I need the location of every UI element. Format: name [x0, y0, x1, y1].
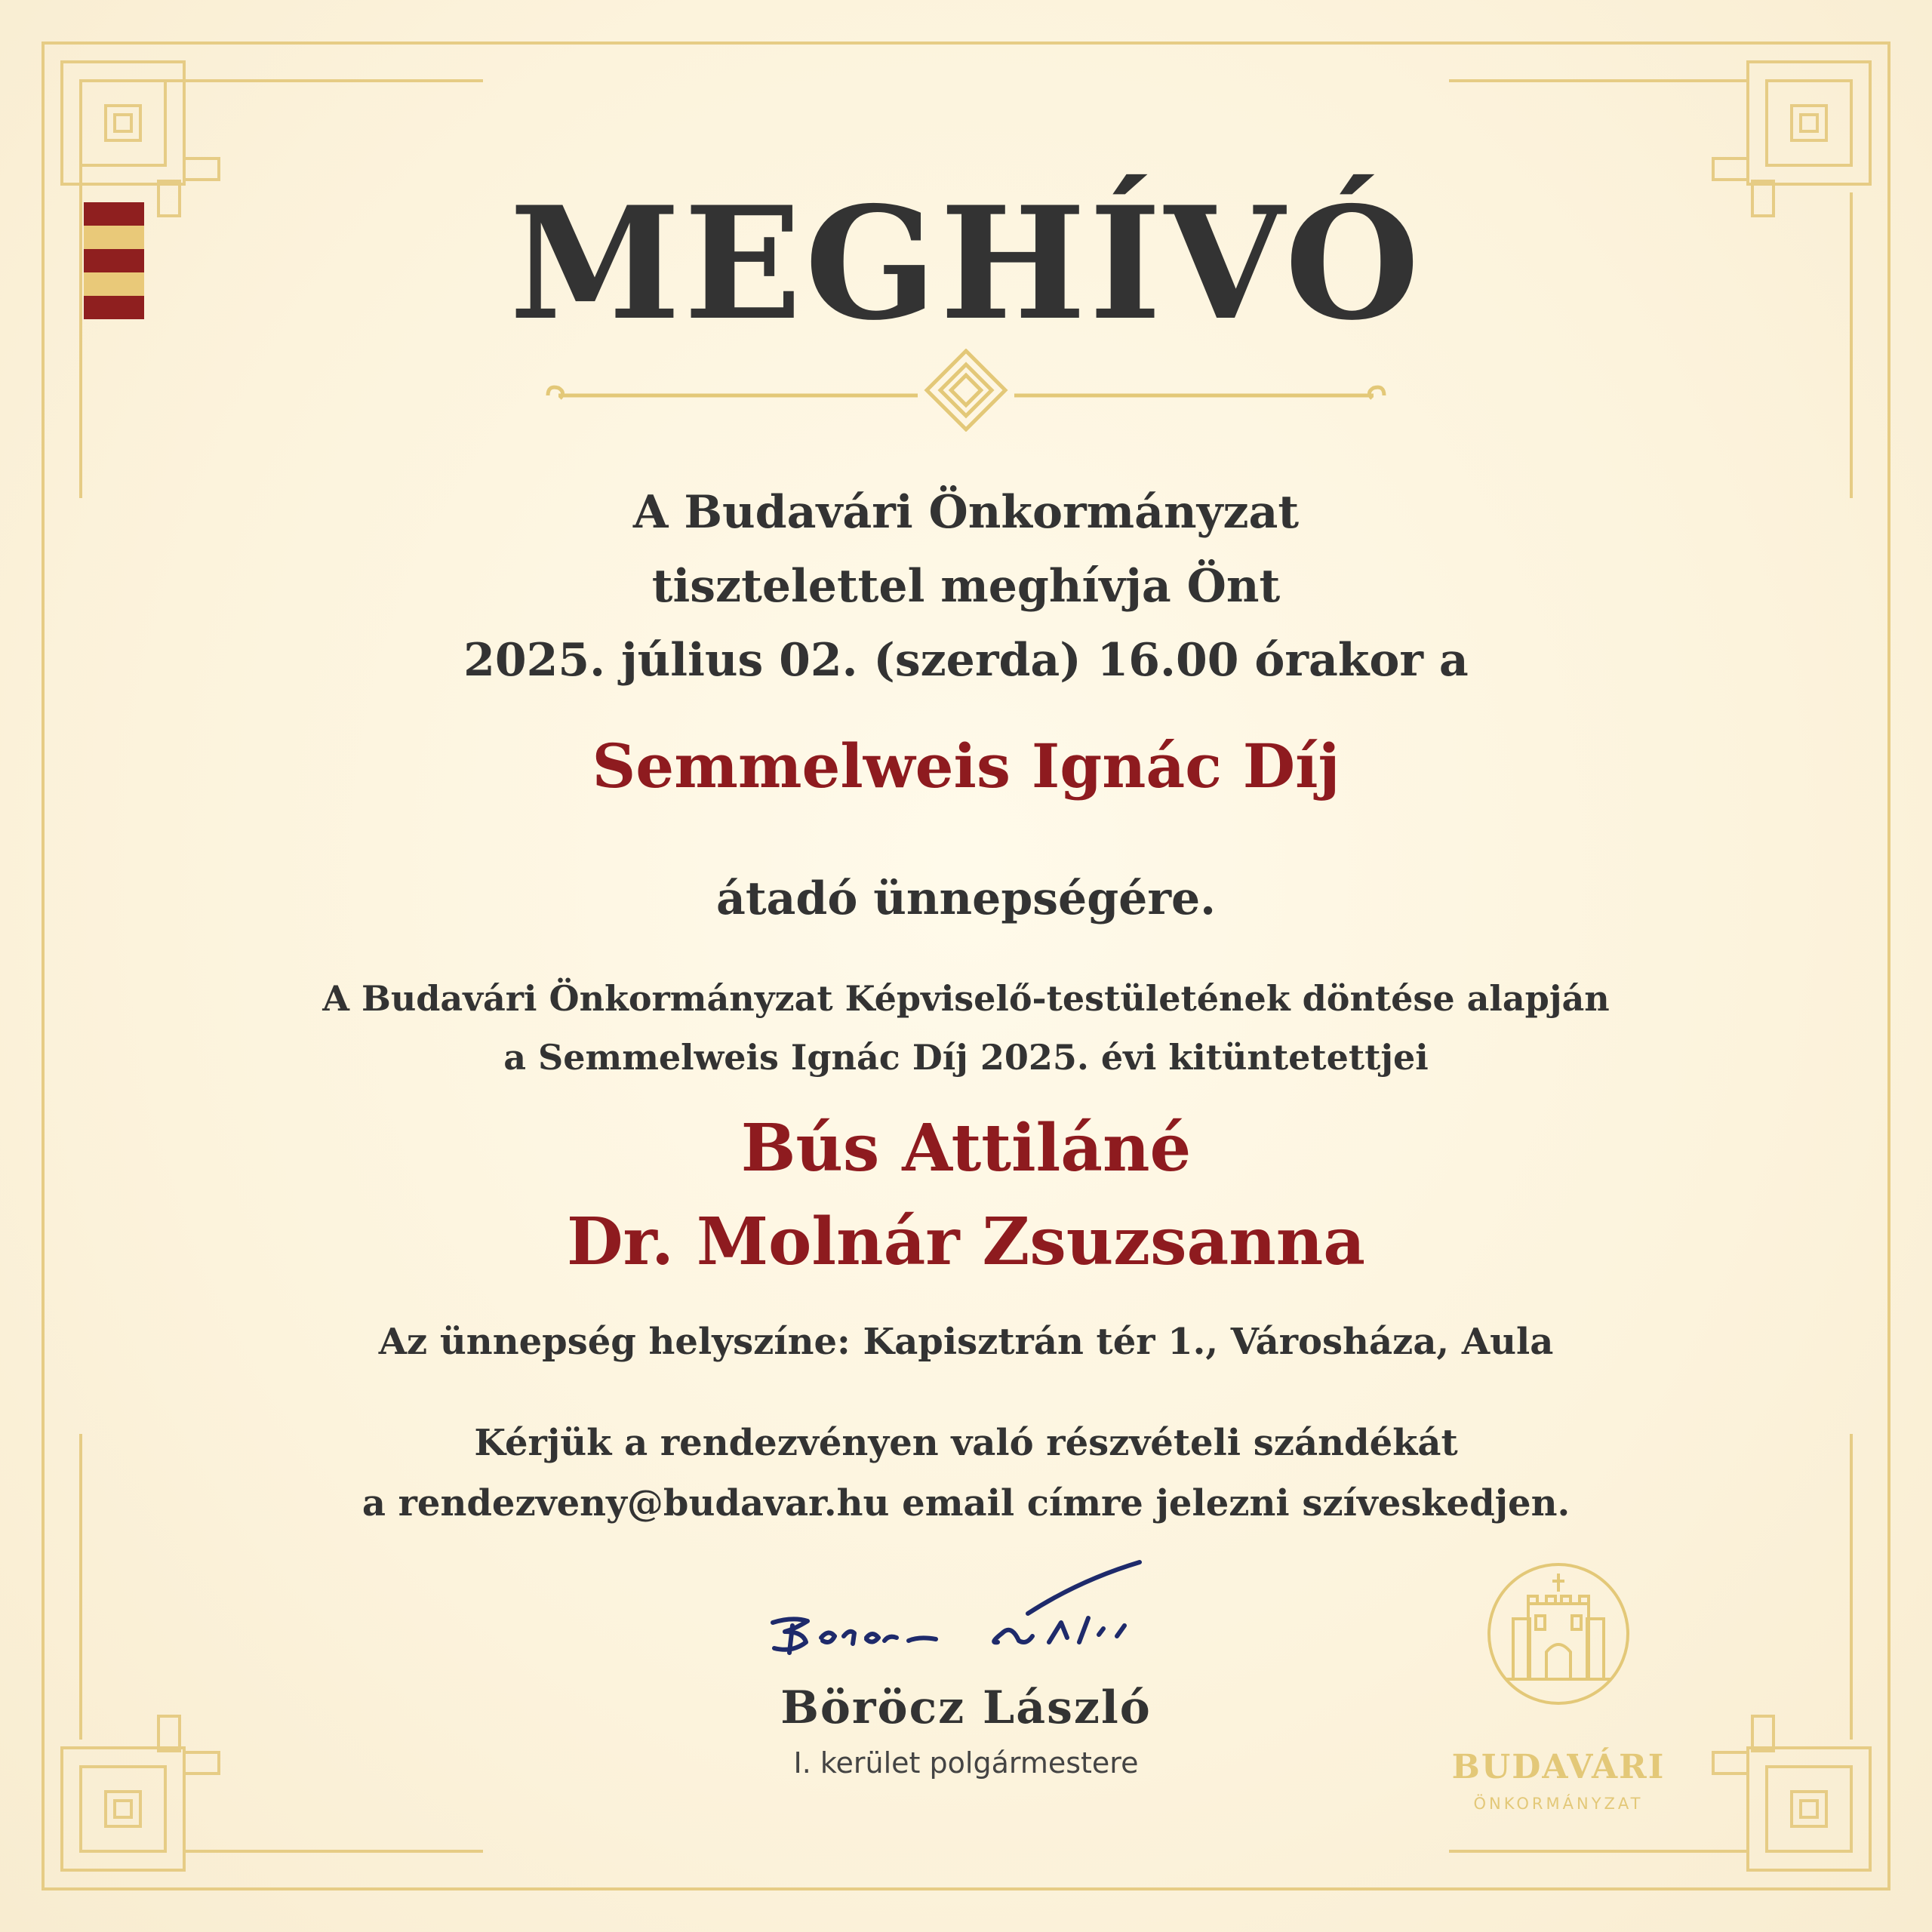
- ceremony-text: átadó ünnepségére.: [715, 872, 1217, 925]
- decision-line-1: A Budavári Önkormányzat Képviselő-testületének döntése alapján: [322, 978, 1610, 1019]
- award-name: Semmelweis Ignác Díj: [592, 731, 1340, 801]
- signatory-title: I. kerület polgármestere: [793, 1746, 1139, 1780]
- ornament-divider: [540, 349, 1392, 432]
- page-title: MEGHÍVÓ: [509, 174, 1423, 355]
- laureates: [0, 1102, 1932, 1289]
- rsvp-line-1: Kérjük a rendezvényen való részvételi szándékát: [474, 1422, 1458, 1464]
- handwritten-signature: [762, 1553, 1155, 1666]
- rsvp-text: [0, 1413, 1932, 1534]
- logo-name: BUDAVÁRI: [1451, 1748, 1666, 1786]
- rsvp-line-2: a rendezveny@budavar.hu email címre jelezni szíveskedjen.: [361, 1482, 1571, 1524]
- laureate-name: Dr. Molnár Zsuzsanna: [566, 1204, 1366, 1280]
- intro-line-3: 2025. július 02. (szerda) 16.00 órakor a: [463, 634, 1469, 687]
- logo-subtitle: ÖNKORMÁNYZAT: [1473, 1795, 1644, 1813]
- laureate-name: Bús Attiláné: [740, 1110, 1192, 1186]
- budavar-coat-of-arms-icon: [1483, 1558, 1634, 1709]
- decision-line-2: a Semmelweis Ignác Díj 2025. évi kitüntetettjei: [503, 1037, 1429, 1078]
- venue-text: Az ünnepség helyszíne: Kapisztrán tér 1., Városháza, Aula: [378, 1321, 1554, 1363]
- intro-line-1: A Budavári Önkormányzat: [632, 486, 1300, 539]
- signatory-name: Böröcz László: [780, 1681, 1152, 1734]
- decision-text: [0, 969, 1932, 1087]
- intro-text: [0, 475, 1932, 697]
- intro-line-2: tisztelettel meghívja Önt: [651, 560, 1281, 613]
